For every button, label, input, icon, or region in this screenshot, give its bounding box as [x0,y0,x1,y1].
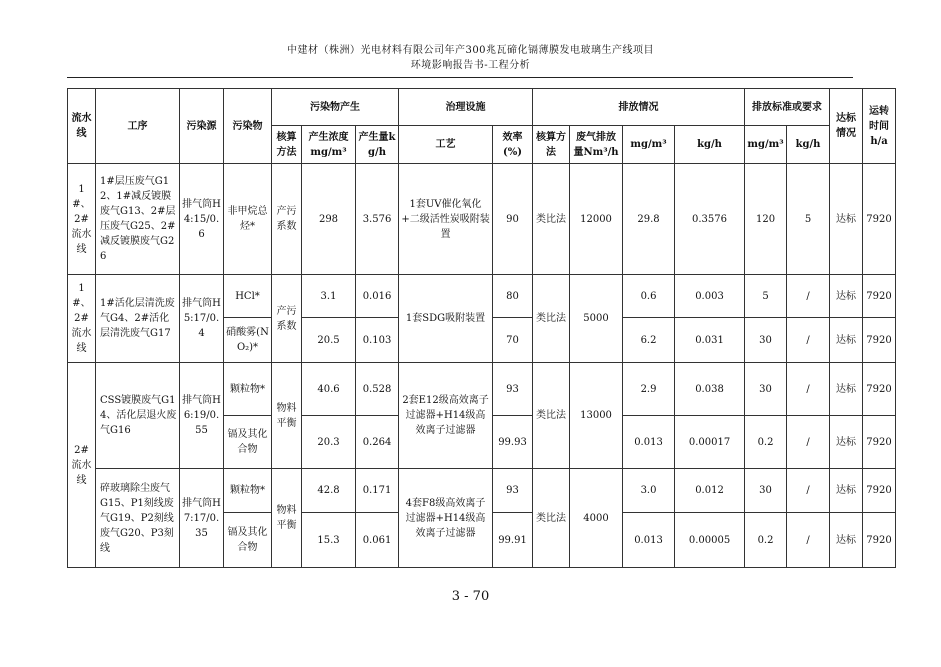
em-rate-cell: 0.031 [675,318,745,363]
header-divider [67,77,853,78]
header-gen-amount: 产生量kg/h [356,126,399,164]
document-header [0,44,941,73]
em-rate-cell: 0.038 [675,363,745,416]
efficiency-cell: 99.91 [493,513,533,568]
em-conc-cell: 6.2 [623,318,675,363]
gen-amount-cell: 0.264 [356,416,399,469]
table-row [68,363,896,416]
std-rate-cell: / [787,275,830,318]
source-cell: 排气筒H6:19/0.55 [180,363,224,469]
pollutant-cell: 颗粒物* [224,363,272,416]
line-cell: 1#、2#流水线 [68,275,96,363]
calc-method-cell: 产污系数 [272,164,302,275]
emission-table [67,88,896,568]
calc-method-cell: 产污系数 [272,275,302,363]
runtime-cell: 7920 [863,513,896,568]
em-conc-cell: 29.8 [623,164,675,275]
gen-conc-cell: 298 [302,164,356,275]
std-conc-cell: 0.2 [745,513,787,568]
gas-volume-cell: 5000 [570,275,623,363]
calc-method-cell: 物料平衡 [272,469,302,568]
header-em-calc-method: 核算方法 [533,126,570,164]
header-pollutant: 污染物 [224,89,272,164]
gas-volume-cell: 13000 [570,363,623,469]
calc-method-cell: 物料平衡 [272,363,302,469]
header-treatment: 治理设施 [399,89,533,126]
compliance-cell: 达标 [830,416,863,469]
header-standard: 排放标准或要求 [745,89,830,126]
technology-cell: 2套E12级高效离子过滤器+H14级高效离子过滤器 [399,363,493,469]
runtime-cell: 7920 [863,363,896,416]
efficiency-cell: 99.93 [493,416,533,469]
header-std-conc-unit: mg/m³ [745,126,787,164]
efficiency-cell: 93 [493,363,533,416]
gen-conc-cell: 40.6 [302,363,356,416]
em-rate-cell: 0.003 [675,275,745,318]
std-rate-cell: / [787,469,830,513]
compliance-cell: 达标 [830,469,863,513]
em-method-cell: 类比法 [533,164,570,275]
std-conc-cell: 5 [745,275,787,318]
header-compliance: 达标情况 [830,89,863,164]
pollutant-cell: HCl* [224,275,272,318]
gen-conc-cell: 20.3 [302,416,356,469]
runtime-cell: 7920 [863,416,896,469]
source-cell: 排气筒H7:17/0.35 [180,469,224,568]
header-em-conc-unit: mg/m³ [623,126,675,164]
std-conc-cell: 30 [745,363,787,416]
runtime-cell: 7920 [863,164,896,275]
document-title: 中建材（株洲）光电材料有限公司年产300兆瓦碲化镉薄膜发电玻璃生产线项目 [286,45,655,56]
header-efficiency: 效率(%) [493,126,533,164]
pollutant-cell: 非甲烷总烃* [224,164,272,275]
page-number: 3 - 70 [451,589,490,604]
pollutant-cell: 硝酸雾(NO₂)* [224,318,272,363]
compliance-cell: 达标 [830,164,863,275]
process-cell: CSS镀膜废气G14、活化层退火废气G16 [96,363,180,469]
runtime-cell: 7920 [863,318,896,363]
compliance-cell: 达标 [830,318,863,363]
em-rate-cell: 0.3576 [675,164,745,275]
efficiency-cell: 93 [493,469,533,513]
gas-volume-cell: 4000 [570,469,623,568]
gen-conc-cell: 15.3 [302,513,356,568]
technology-cell: 1套UV催化氧化+二级活性炭吸附装置 [399,164,493,275]
efficiency-cell: 90 [493,164,533,275]
compliance-cell: 达标 [830,363,863,416]
std-conc-cell: 120 [745,164,787,275]
line-cell: 1#、2#流水线 [68,164,96,275]
em-conc-cell: 2.9 [623,363,675,416]
efficiency-cell: 70 [493,318,533,363]
runtime-cell: 7920 [863,275,896,318]
em-conc-cell: 3.0 [623,469,675,513]
gen-conc-cell: 3.1 [302,275,356,318]
process-cell: 碎玻璃除尘废气G15、P1刻线废气G19、P2刻线废气G20、P3刻线 [96,469,180,568]
source-cell: 排气筒H4:15/0.6 [180,164,224,275]
std-conc-cell: 30 [745,318,787,363]
line-cell: 2#流水线 [68,363,96,568]
runtime-cell: 7920 [863,469,896,513]
em-rate-cell: 0.00017 [675,416,745,469]
technology-cell: 4套F8级高效离子过滤器+H14级高效离子过滤器 [399,469,493,568]
gen-amount-cell: 0.171 [356,469,399,513]
header-gen-conc: 产生浓度mg/m³ [302,126,356,164]
em-method-cell: 类比法 [533,363,570,469]
header-std-rate-unit: kg/h [787,126,830,164]
gen-amount-cell: 0.528 [356,363,399,416]
header-technology: 工艺 [399,126,493,164]
header-generation: 污染物产生 [272,89,399,126]
em-rate-cell: 0.00005 [675,513,745,568]
header-emission: 排放情况 [533,89,745,126]
source-cell: 排气筒H5:17/0.4 [180,275,224,363]
table-row [68,469,896,513]
technology-cell: 1套SDG吸附装置 [399,275,493,363]
header-gas-volume: 废气排放量Nm³/h [570,126,623,164]
header-source: 污染源 [180,89,224,164]
em-method-cell: 类比法 [533,469,570,568]
em-conc-cell: 0.013 [623,416,675,469]
header-process: 工序 [96,89,180,164]
gen-conc-cell: 42.8 [302,469,356,513]
gen-conc-cell: 20.5 [302,318,356,363]
std-rate-cell: / [787,513,830,568]
gen-amount-cell: 0.061 [356,513,399,568]
std-conc-cell: 30 [745,469,787,513]
document-subtitle: 环境影响报告书-工程分析 [410,60,531,71]
pollutant-cell: 颗粒物* [224,469,272,513]
gas-volume-cell: 12000 [570,164,623,275]
std-rate-cell: / [787,318,830,363]
gen-amount-cell: 0.016 [356,275,399,318]
header-runtime: 运转时间h/a [863,89,896,164]
pollutant-cell: 镉及其化合物 [224,416,272,469]
std-rate-cell: / [787,416,830,469]
gen-amount-cell: 0.103 [356,318,399,363]
std-rate-cell: / [787,363,830,416]
header-line: 流水线 [68,89,96,164]
em-rate-cell: 0.012 [675,469,745,513]
std-conc-cell: 0.2 [745,416,787,469]
header-em-rate-unit: kg/h [675,126,745,164]
compliance-cell: 达标 [830,275,863,318]
efficiency-cell: 80 [493,275,533,318]
em-conc-cell: 0.6 [623,275,675,318]
process-cell: 1#层压废气G12、1#减反镀膜废气G13、2#层压废气G25、2#减反镀膜废气G26 [96,164,180,275]
process-cell: 1#活化层清洗废气G4、2#活化层清洗废气G17 [96,275,180,363]
em-method-cell: 类比法 [533,275,570,363]
std-rate-cell: 5 [787,164,830,275]
table-row [68,164,896,275]
em-conc-cell: 0.013 [623,513,675,568]
pollutant-cell: 镉及其化合物 [224,513,272,568]
gen-amount-cell: 3.576 [356,164,399,275]
header-calc-method: 核算方法 [272,126,302,164]
compliance-cell: 达标 [830,513,863,568]
table-row [68,275,896,318]
